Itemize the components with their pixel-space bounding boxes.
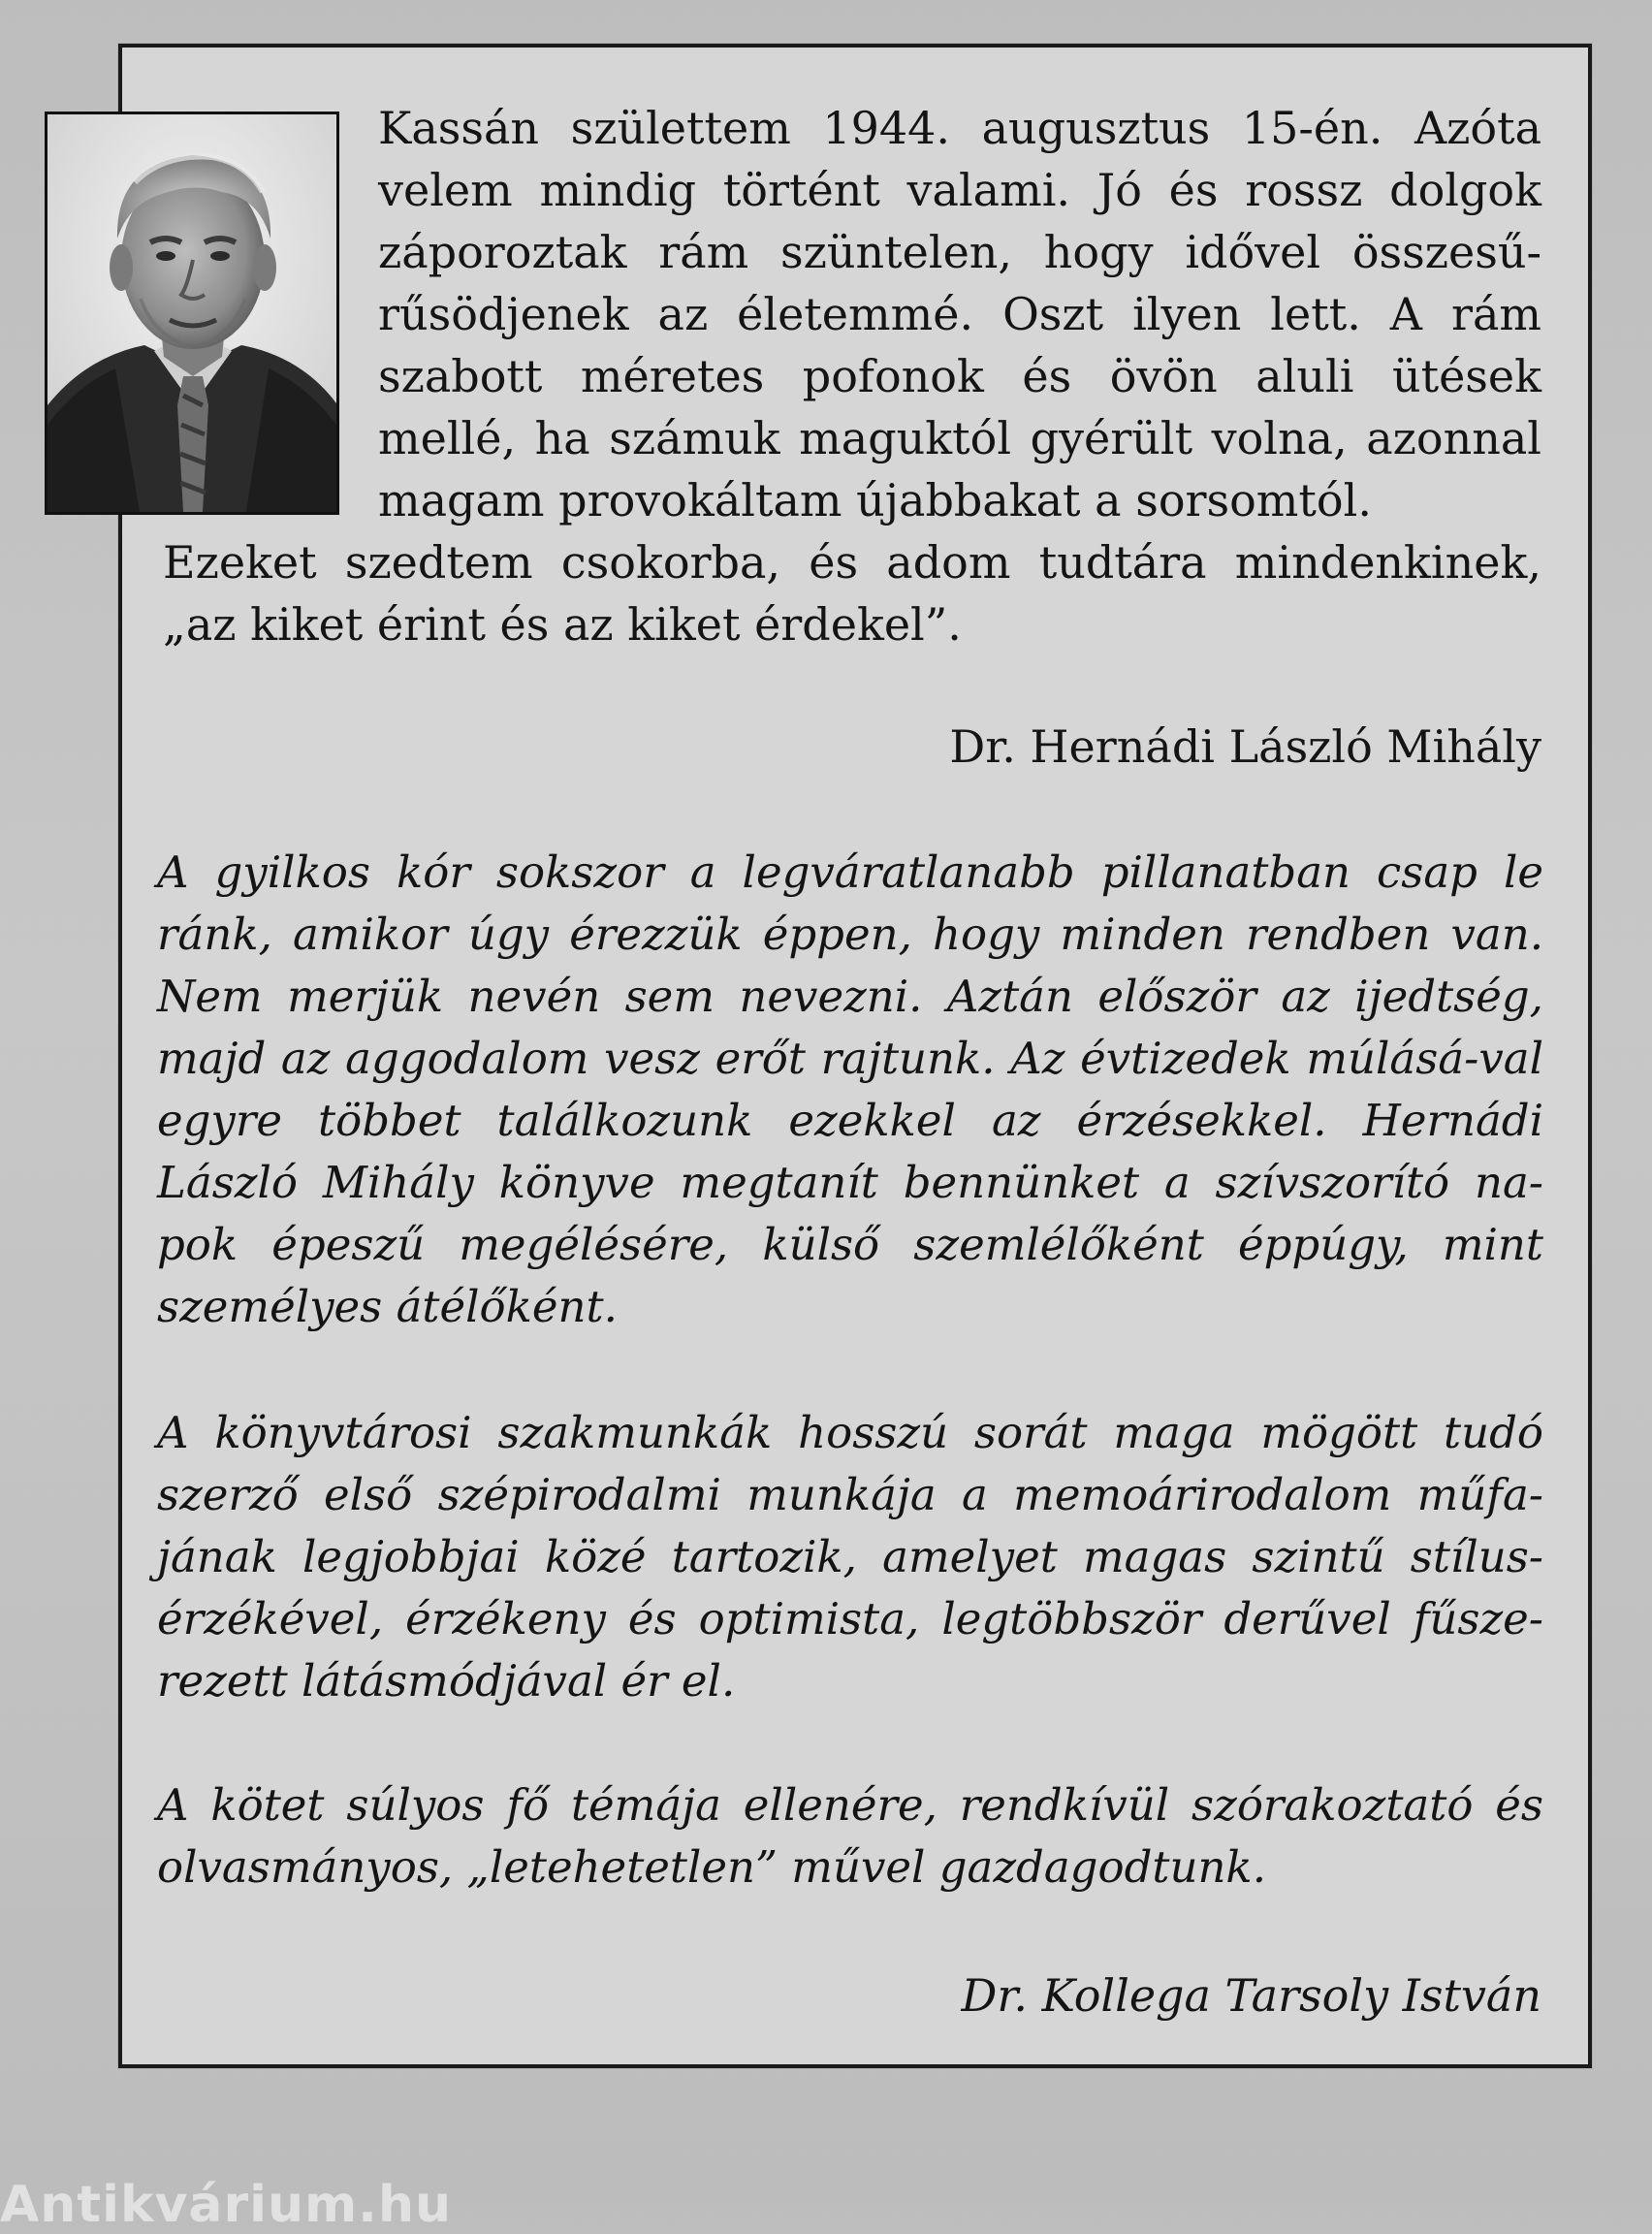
author-note-below-photo: Ezeket szedtem csokorba, és adom tudtára mindenkinek, „az kiket érint és az kiket érdekel”. — [163, 536, 1541, 651]
author-note-beside-photo: Kassán születtem 1944. augusztus 15-én. Azóta velem mindig történt valami. Jó és rossz dolgok záporoztak rám szüntelen, hogy idővel összesű-rűsödjenek az életemmé. Oszt ilyen lett. A rám szabott méretes pofonok és övön aluli ütések mellé, ha számuk maguktól gyérült volna, azonnal magam provokáltam újabbakat a sorsomtól. — [378, 102, 1541, 527]
watermark: Antikvárium.hu — [0, 2176, 452, 2234]
review-paragraph-1: A gyilkos kór sokszor a legváratlanabb pillanatban csap le ránk, amikor úgy érezzük éppen, hogy minden rendben van. Nem merjük nevén sem nevezni. Aztán először az ijedtség, majd az aggodalom vesz erőt rajtunk. Az évtizedek múlásá-val egyre többet találkozunk ezekkel az érzésekkel. Hernádi László Mihály könyve megtanít bennünket a szívszorító na-pok épeszű megélésére, külső szemlélőként éppúgy, mint személyes átélőként. — [157, 846, 1543, 1332]
review-paragraph-3: A kötet súlyos fő témája ellenére, rendkívül szórakoztató és olvasmányos, „letehetetlen” művel gazdagodtunk. — [157, 1779, 1543, 1893]
author-signature: Dr. Hernádi László Mihály — [949, 720, 1541, 773]
author-portrait — [45, 112, 339, 515]
review-paragraph-2: A könyvtárosi szakmunkák hosszú sorát maga mögött tudó szerző első szépirodalmi munkája a memoárirodalom műfa-jának legjobbjai közé tartozik, amelyet magas szintű stílus-érzékével, érzékeny és optimista, legtöbbször derűvel fűsze-rezett látásmódjával ér el. — [157, 1407, 1543, 1707]
reviewer-signature: Dr. Kollega Tarsoly István — [961, 1969, 1541, 2022]
